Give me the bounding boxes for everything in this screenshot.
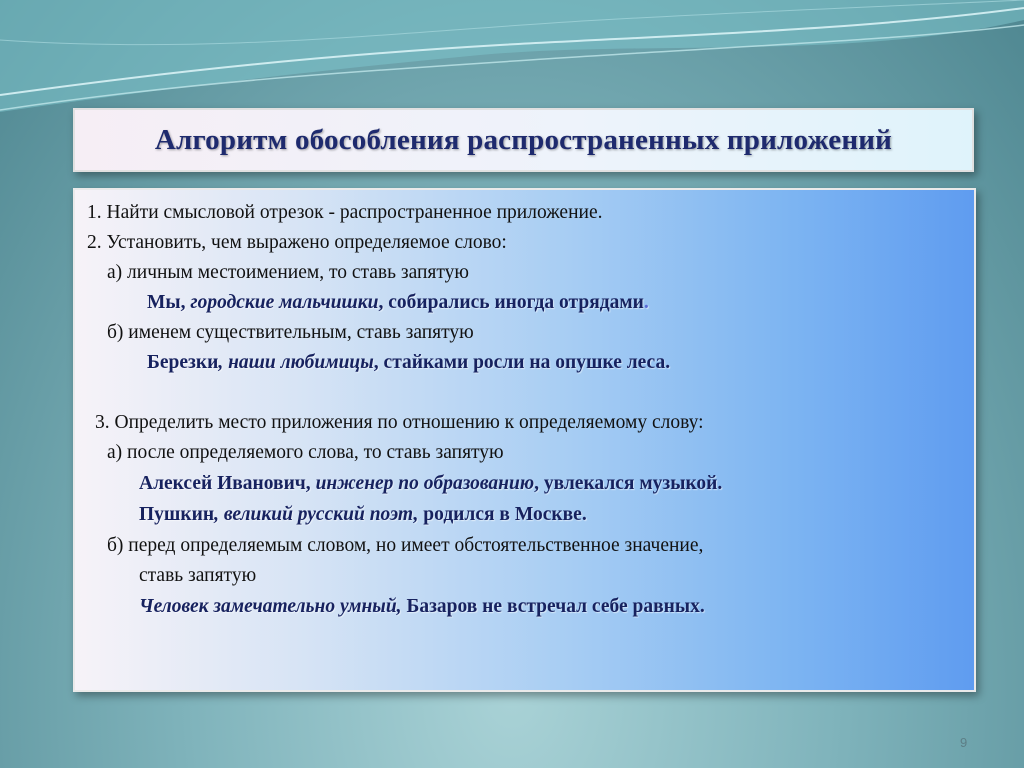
example-1-part-c: , собирались иногда отрядами — [378, 292, 644, 313]
step-3b: б) перед определяемым словом, но имеет обстоятельственное значение, — [107, 535, 704, 556]
example-3-part-c: , увлекался музыкой. — [534, 473, 723, 494]
example-2 — [147, 352, 670, 374]
title-box — [73, 108, 974, 172]
step-2: 2. Установить, чем выражено определяемое слово: — [87, 232, 507, 253]
page-number: 9 — [960, 735, 968, 750]
example-4-apposition: , великий русский поэт, — [214, 504, 419, 525]
step-3a: а) после определяемого слова, то ставь запятую — [107, 442, 504, 463]
step-2b: б) именем существительным, ставь запятую — [107, 322, 474, 343]
example-3-apposition: инженер по образованию — [315, 473, 535, 494]
example-4-part-c: родился в Москве. — [418, 504, 587, 525]
step-1: 1. Найти смысловой отрезок - распространенное приложение. — [87, 202, 603, 223]
step-2a: а) личным местоимением, то ставь запятую — [107, 262, 469, 283]
example-5 — [139, 596, 705, 618]
example-1-apposition: городские мальчишки — [190, 292, 379, 313]
example-2-apposition: , наши любимицы — [218, 352, 374, 373]
example-3 — [139, 473, 722, 495]
example-4-part-a: Пушкин — [139, 504, 215, 525]
step-3: 3. Определить место приложения по отношению к определяемому слову: — [95, 412, 704, 433]
example-1-period: . — [643, 292, 649, 313]
example-5-apposition: Человек замечательно умный, — [139, 596, 402, 617]
step-3b-continued: ставь запятую — [139, 565, 257, 586]
example-2-part-a: Березки — [147, 352, 219, 373]
example-1 — [147, 292, 649, 314]
example-5-part-b: Базаров не встречал себе равных. — [401, 596, 705, 617]
example-1-part-a: Мы, — [147, 292, 191, 313]
example-3-part-a: Алексей Иванович, — [139, 473, 316, 494]
example-2-part-c: , стайками росли на опушке леса. — [373, 352, 671, 373]
slide-title: Алгоритм обособления распространенных приложений — [154, 123, 893, 156]
content-box — [73, 188, 976, 692]
example-4 — [139, 504, 587, 526]
